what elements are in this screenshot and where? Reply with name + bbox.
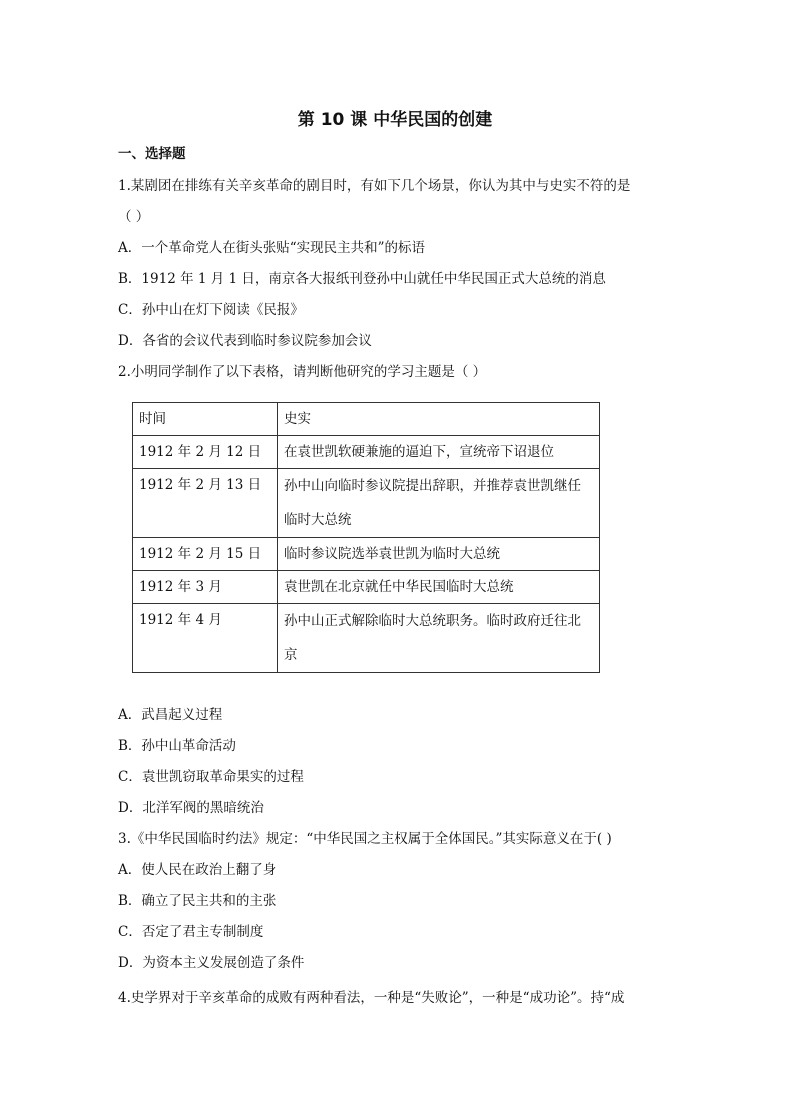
table-cell-event: 在袁世凯软硬兼施的逼迫下，宣统帝下诏退位: [278, 436, 600, 469]
table-cell-time: 1912 年 2 月 15 日: [133, 538, 278, 571]
q3-option-c: C．否定了君主专制制度: [118, 924, 264, 940]
table-cell-time: 1912 年 3 月: [133, 571, 278, 604]
q1-stem-line1: 1.某剧团在排练有关辛亥革命的剧目时，有如下几个场景，你认为其中与史实不符的是: [118, 178, 631, 194]
table-cell-event: 孙中山向临时参议院提出辞职，并推荐袁世凯继任临时大总统: [278, 469, 600, 538]
q1-option-d: D．各省的会议代表到临时参议院参加会议: [118, 333, 372, 349]
table-row: [133, 604, 600, 673]
q2-option-c: C．袁世凯窃取革命果实的过程: [118, 769, 304, 785]
q2-option-b: B．孙中山革命活动: [118, 738, 236, 754]
lesson-title: 第 10 课 中华民国的创建: [297, 110, 493, 130]
table-header-event: 史实: [278, 403, 600, 436]
table-row: [133, 469, 600, 538]
q2-stem: 2.小明同学制作了以下表格，请判断他研究的学习主题是（ ）: [118, 364, 487, 380]
table-header-time: 时间: [133, 403, 278, 436]
q3-stem: 3.《中华民国临时约法》规定：“中华民国之主权属于全体国民。”其实际意义在于( ): [118, 831, 612, 847]
table-cell-event: 袁世凯在北京就任中华民国临时大总统: [278, 571, 600, 604]
q1-stem-line2: （ ）: [118, 209, 150, 225]
q1-option-a: A．一个革命党人在街头张贴“实现民主共和”的标语: [118, 240, 426, 256]
history-table: [132, 402, 600, 673]
q1-option-b: B．1912 年 1 月 1 日，南京各大报纸刊登孙中山就任中华民国正式大总统的消息: [118, 271, 606, 287]
table-cell-event: 临时参议院选举袁世凯为临时大总统: [278, 538, 600, 571]
q3-option-b: B．确立了民主共和的主张: [118, 893, 277, 909]
table-cell-time: 1912 年 2 月 12 日: [133, 436, 278, 469]
table-row: [133, 538, 600, 571]
table-cell-time: 1912 年 4 月: [133, 604, 278, 673]
table-cell-time: 1912 年 2 月 13 日: [133, 469, 278, 538]
q3-option-a: A．使人民在政治上翻了身: [118, 862, 277, 878]
table-row: [133, 571, 600, 604]
table-row: [133, 436, 600, 469]
q3-option-d: D．为资本主义发展创造了条件: [118, 955, 305, 971]
q2-option-a: A．武昌起义过程: [118, 707, 223, 723]
q4-stem: 4.史学界对于辛亥革命的成败有两种看法，一种是“失败论”，一种是“成功论”。持“成: [118, 990, 625, 1006]
q2-option-d: D．北洋军阀的黑暗统治: [118, 800, 264, 816]
table-cell-event: 孙中山正式解除临时大总统职务。临时政府迁往北京: [278, 604, 600, 673]
section-heading: 一、选择题: [118, 146, 186, 162]
table-header-row: [133, 403, 600, 436]
q1-option-c: C．孙中山在灯下阅读《民报》: [118, 302, 304, 318]
